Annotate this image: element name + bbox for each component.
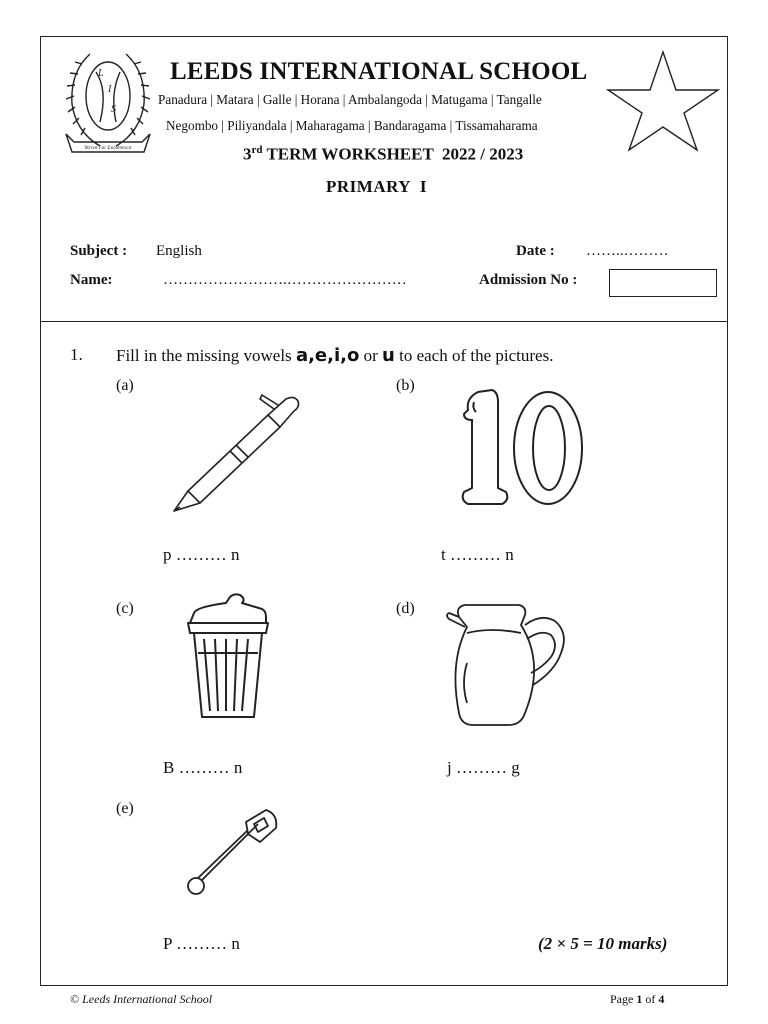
marks-allocation: (2 × 5 = 10 marks) (538, 934, 668, 953)
subject-value: English (156, 243, 202, 259)
vowel-list: a,e,i,o (295, 345, 360, 366)
worksheet-term (243, 144, 523, 165)
grade-title: PRIMARY I (326, 177, 428, 196)
safety-pin-icon (184, 808, 284, 898)
branches-line-2: Negombo | Piliyandala | Maharagama | Bandaragama | Tissamaharama (166, 118, 538, 133)
item-e-word: P ……… n (163, 934, 240, 953)
school-name: LEEDS INTERNATIONAL SCHOOL (170, 58, 588, 85)
question-text-after: to each of the pictures. (394, 346, 554, 365)
admission-label: Admission No : (479, 272, 578, 288)
term-ordinal: 3 (243, 144, 252, 164)
logo-initial-l: L (98, 68, 104, 79)
item-d-label: (d) (396, 600, 415, 617)
branches-line-1: Panadura | Matara | Galle | Horana | Ambalangoda | Matugama | Tangalle (158, 92, 542, 107)
star-icon (606, 50, 720, 152)
footer-copyright: © Leeds International School (70, 992, 213, 1006)
question-number: 1. (70, 345, 83, 364)
item-d-word: j ……… g (447, 758, 520, 777)
item-b-label: (b) (396, 377, 415, 394)
page-total: 4 (658, 992, 665, 1006)
logo-initial-s: S (111, 104, 116, 115)
item-a-label: (a) (116, 377, 134, 394)
page-prefix: Page (610, 992, 637, 1006)
header-separator (40, 321, 728, 322)
question-text-or: or (359, 346, 383, 365)
school-logo (60, 42, 156, 160)
date-field[interactable]: ……..……… (586, 243, 669, 259)
item-e-label: (e) (116, 800, 134, 817)
term-title: TERM WORKSHEET 2022 / 2023 (262, 144, 524, 164)
bin-icon (186, 593, 270, 721)
vowel-u: u (382, 345, 395, 366)
number-ten-icon (458, 388, 588, 510)
date-label: Date : (516, 243, 555, 259)
item-a-word: p ……… n (163, 545, 240, 564)
name-field[interactable]: …………………….…………………… (163, 272, 407, 288)
question-text-before: Fill in the missing vowels (116, 346, 296, 365)
item-b-word: t ……… n (441, 545, 514, 564)
question-text (116, 345, 553, 366)
item-c-word: B ……… n (163, 758, 243, 777)
page-current: 1 (636, 992, 643, 1006)
item-c-label: (c) (116, 600, 134, 617)
footer-page-number (610, 992, 664, 1007)
logo-ribbon-text: Strive For Excellence (84, 146, 132, 151)
page-of: of (642, 992, 659, 1006)
admission-number-box[interactable] (609, 269, 717, 297)
subject-label: Subject : (70, 243, 128, 259)
jug-icon (445, 603, 570, 728)
pen-icon (170, 395, 305, 515)
name-label: Name: (70, 272, 113, 288)
logo-initial-i: I (108, 84, 112, 95)
term-ordinal-suffix: rd (251, 144, 263, 156)
